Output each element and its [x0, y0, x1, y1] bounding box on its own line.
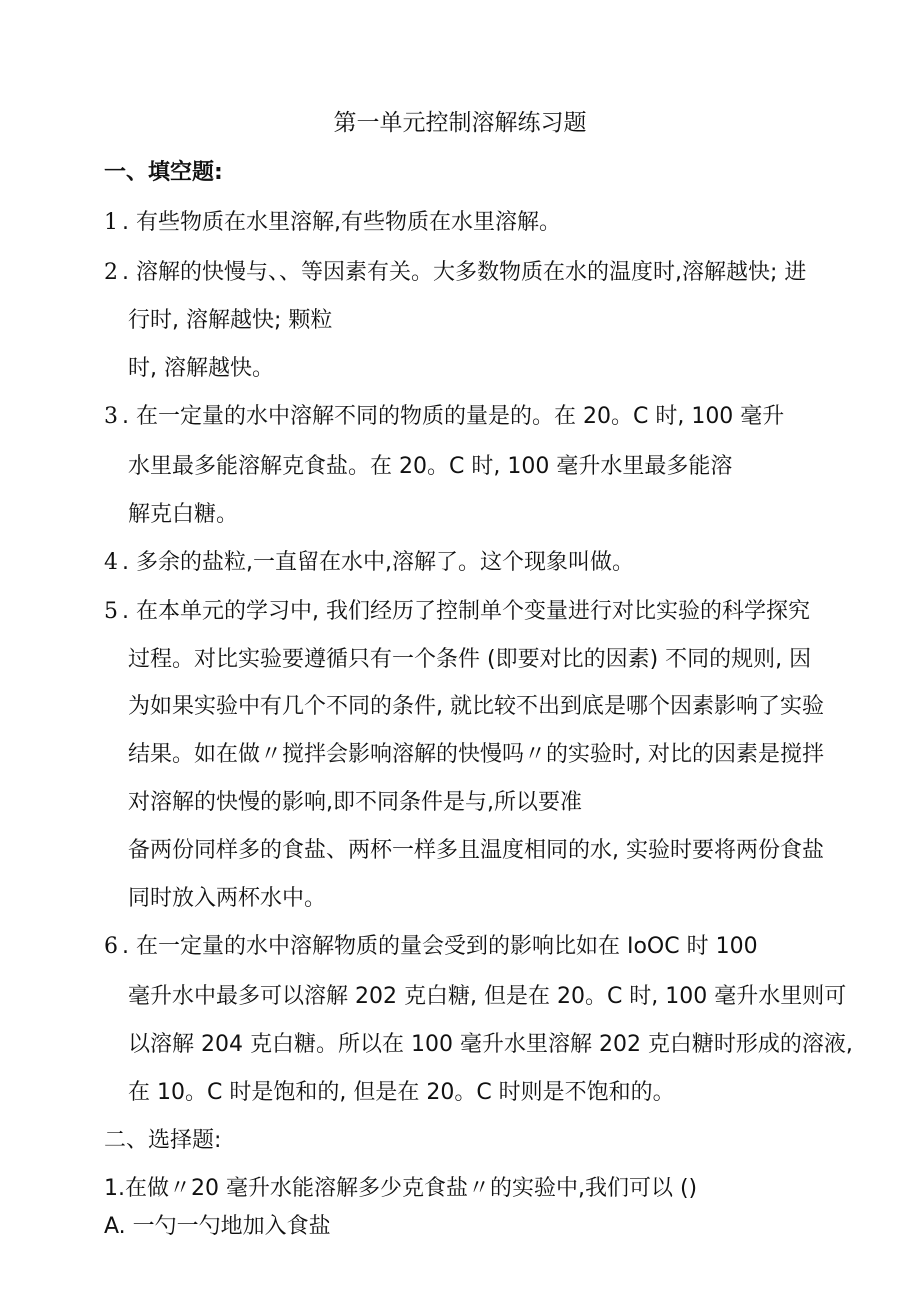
question-line: 同时放入两杯水中。 — [128, 886, 327, 911]
question-line: . 在本单元的学习中, 我们经历了控制单个变量进行对比实验的科学探究 — [122, 599, 810, 624]
question-line: . 溶解的快慢与、、等因素有关。大多数物质在水的温度时,溶解越快; 进 — [122, 260, 807, 285]
question-number: 6 — [104, 934, 118, 959]
question-line: 备两份同样多的食盐、两杯一样多且温度相同的水, 实验时要将两份食盐 — [128, 838, 824, 863]
question-number: 4 — [104, 550, 118, 575]
question-line: 结果。如在做〃搅拌会影响溶解的快慢吗〃的实验时, 对比的因素是搅拌 — [128, 742, 824, 767]
question-line: . 在一定量的水中溶解不同的物质的量是的。在 20。C 时, 100 毫升 — [122, 404, 785, 429]
question-line: 在 10。C 时是饱和的, 但是在 20。C 时则是不饱和的。 — [128, 1080, 675, 1105]
question-line: 过程。对比实验要遵循只有一个条件 (即要对比的因素) 不同的规则, 因 — [128, 647, 812, 672]
question-number: 1 — [104, 210, 118, 235]
question-line: 以溶解 204 克白糖。所以在 100 毫升水里溶解 202 克白糖时形成的溶液, — [128, 1032, 853, 1057]
question-line: 对溶解的快慢的影响,即不同条件是与,所以要准 — [128, 790, 582, 815]
section-heading-multiple-choice: 二、选择题: — [104, 1128, 222, 1153]
question-line: 时, 溶解越快。 — [128, 356, 274, 381]
question-line: . 在一定量的水中溶解物质的量会受到的影响比如在 IoOC 时 100 — [122, 934, 758, 959]
question-line: 为如果实验中有几个不同的条件, 就比较不出到底是哪个因素影响了实验 — [128, 694, 824, 719]
question-number: 5 — [104, 599, 118, 624]
question-line: 毫升水中最多可以溶解 202 克白糖, 但是在 20。C 时, 100 毫升水里则可 — [128, 984, 847, 1009]
question-number: 2 — [104, 260, 118, 285]
question-line: 1.在做〃20 毫升水能溶解多少克食盐〃的实验中,我们可以 () — [104, 1176, 698, 1201]
question-line: . 有些物质在水里溶解,有些物质在水里溶解。 — [122, 210, 561, 235]
question-line: 行时, 溶解越快; 颗粒 — [128, 308, 333, 333]
question-number: 3 — [104, 404, 118, 429]
page-title: 第一单元控制溶解练习题 — [333, 110, 587, 136]
question-line: 解克白糖。 — [128, 502, 239, 527]
question-line: 水里最多能溶解克食盐。在 20。C 时, 100 毫升水里最多能溶 — [128, 454, 733, 479]
section-heading-fill-blank: 一、填空题: — [104, 160, 223, 185]
option-a: A. 一勺一勺地加入食盐 — [104, 1214, 331, 1239]
question-line: . 多余的盐粒,一直留在水中,溶解了。这个现象叫做。 — [122, 550, 634, 575]
